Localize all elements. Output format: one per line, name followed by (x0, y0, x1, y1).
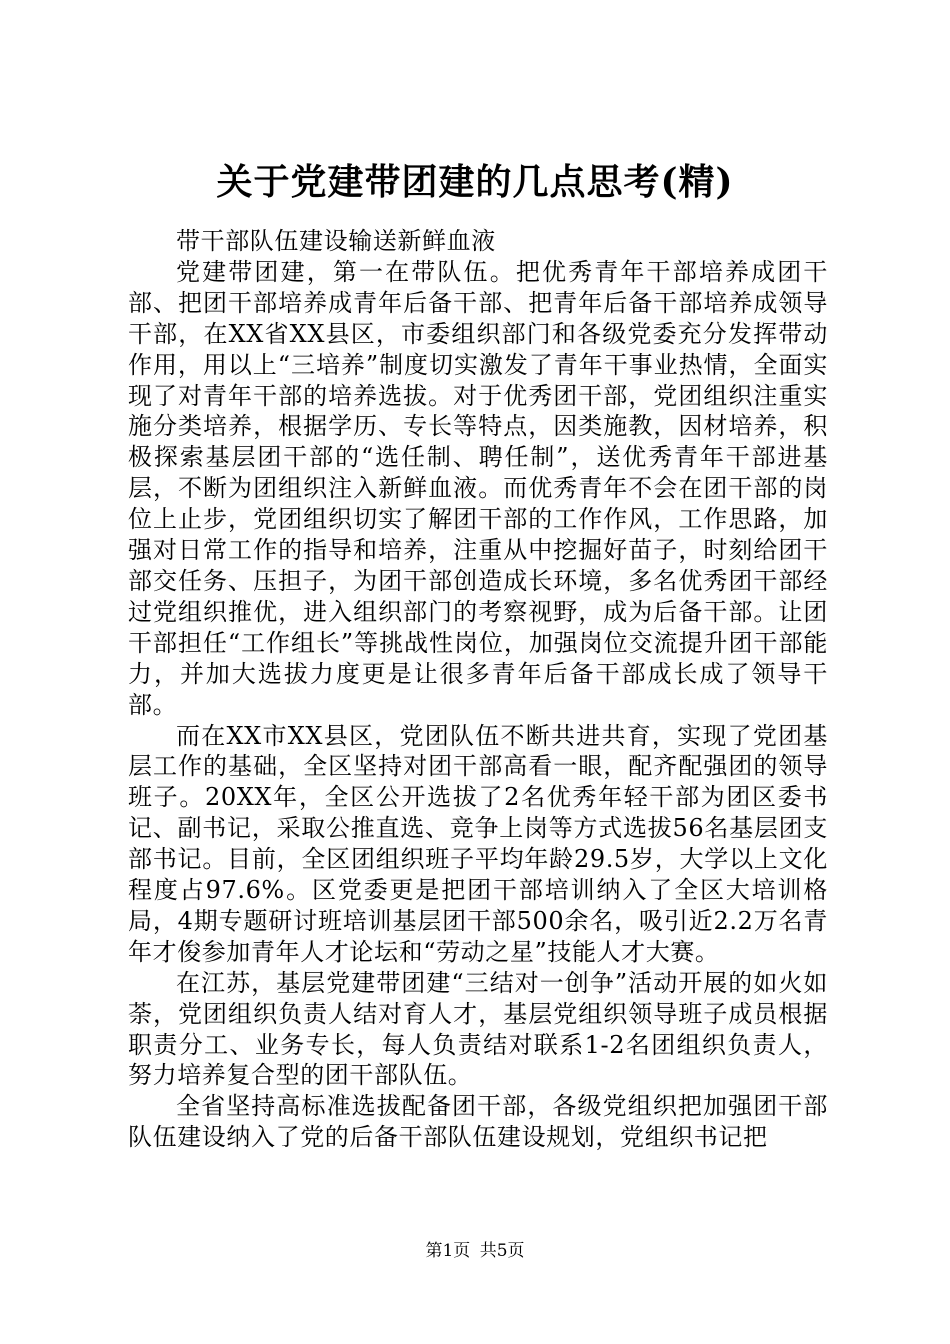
page-footer (0, 1240, 950, 1262)
section-heading: 带干部队伍建设输送新鲜血液 (176, 227, 496, 255)
paragraph: 在江苏，基层党建带团建“三结对一创争”活动开展的如火如荼，党团组织负责人结对育人才，基层党组织领导班子成员根据职责分工、业务专长，每人负责结对联系1-2名团组织负责人，努力培养复合型的团干部队伍。 (128, 968, 828, 1090)
paragraph: 党建带团建，第一在带队伍。把优秀青年干部培养成团干部、把团干部培养成青年后备干部、把青年后备干部培养成领导干部，在XX省XX县区，市委组织部门和各级党委充分发挥带动作用，用以上“三培养”制度切实激发了青年干事业热情，全面实现了对青年干部的培养选拔。对于优秀团干部，党团组织注重实施分类培养，根据学历、专长等特点，因类施教，因材培养，积极探索基层团干部的“选任制、聘任制”，送优秀青年干部进基层，不断为团组织注入新鲜血液。而优秀青年不会在团干部的岗位上止步，党团组织切实了解团干部的工作作风，工作思路，加强对日常工作的指导和培养，注重从中挖掘好苗子，时刻给团干部交任务、压担子，为团干部创造成长环境，多名优秀团干部经过党组织推优，进入组织部门的考察视野，成为后备干部。让团干部担任“工作组长”等挑战性岗位，加强岗位交流提升团干部能力，并加大选拔力度更是让很多青年后备干部成长成了领导干部。 (128, 257, 828, 719)
paragraph: 而在XX市XX县区，党团队伍不断共进共育，实现了党团基层工作的基础，全区坚持对团干部高看一眼，配齐配强团的领导班子。20XX年，全区公开选拔了2名优秀年轻干部为团区委书记、副书记，采取公推直选、竞争上岗等方式选拔56名基层团支部书记。目前，全区团组织班子平均年龄29.5岁，大学以上文化程度占97.6%。区党委更是把团干部培训纳入了全区大培训格局，4期专题研讨班培训基层团干部500余名，吸引近2.2万名青年才俊参加青年人才论坛和“劳动之星”技能人才大赛。 (128, 721, 828, 966)
document-title: 关于党建带团建的几点思考(精) (216, 161, 734, 203)
page-total: 共5页 (479, 1241, 525, 1261)
paragraph: 全省坚持高标准选拔配备团干部，各级党组织把加强团干部队伍建设纳入了党的后备干部队伍建设规划，党组织书记把 (128, 1092, 828, 1152)
document-body (128, 226, 828, 1153)
page-number: 第1页 (425, 1241, 471, 1261)
